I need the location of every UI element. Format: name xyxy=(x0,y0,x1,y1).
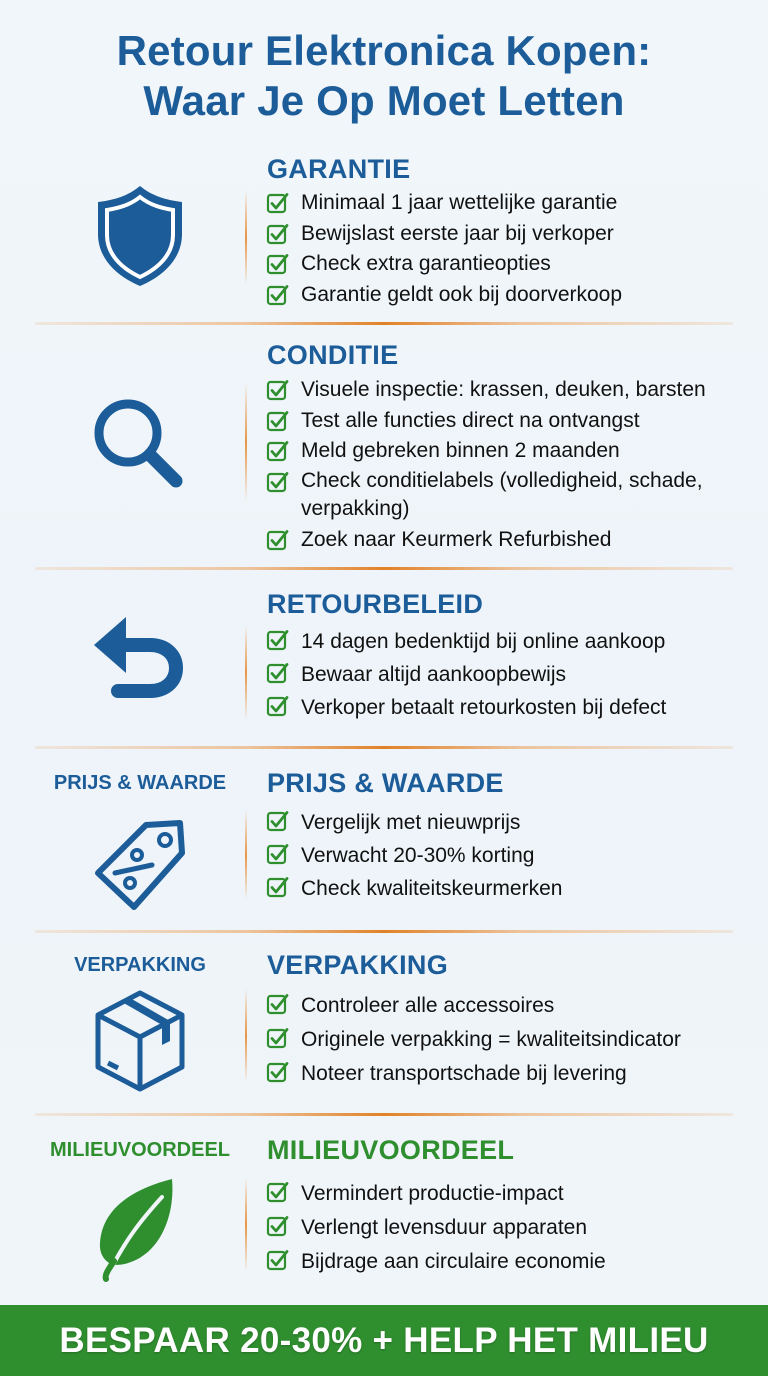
vertical-divider xyxy=(245,1177,247,1272)
checkbox-checked-icon xyxy=(266,1180,290,1204)
box-icon xyxy=(80,988,200,1093)
checklist xyxy=(266,989,748,1091)
title-line-2: Waar Je Op Moet Letten xyxy=(143,77,625,124)
price-tag-percent-icon xyxy=(80,810,200,915)
page-title xyxy=(0,26,768,126)
checklist xyxy=(266,806,748,905)
list-item: Bijdrage aan circulaire economie xyxy=(266,1245,748,1279)
checkbox-checked-icon xyxy=(266,283,290,307)
list-item: Bewijslast eerste jaar bij verkoper xyxy=(266,219,748,250)
section-garantie xyxy=(0,150,768,315)
checkbox-checked-icon xyxy=(266,1248,290,1272)
return-arrow-icon xyxy=(80,610,200,710)
checkbox-checked-icon xyxy=(266,875,290,899)
checklist xyxy=(266,188,748,310)
checkbox-checked-icon xyxy=(266,628,290,652)
list-item: Vergelijk met nieuwprijs xyxy=(266,806,748,839)
checkbox-checked-icon xyxy=(266,992,290,1016)
section-divider xyxy=(35,567,733,570)
section-heading: RETOURBELEID xyxy=(267,589,484,619)
section-conditie xyxy=(0,330,768,565)
checkbox-checked-icon xyxy=(266,222,290,246)
leaf-icon xyxy=(80,1174,200,1284)
checkbox-checked-icon xyxy=(266,191,290,215)
list-item: Minimaal 1 jaar wettelijke garantie xyxy=(266,188,748,219)
list-item: Verkoper betaalt retourkosten bij defect xyxy=(266,691,748,724)
checkbox-checked-icon xyxy=(266,439,290,463)
list-item: Check kwaliteitskeurmerken xyxy=(266,872,748,905)
checklist xyxy=(266,375,748,555)
checkbox-checked-icon xyxy=(266,809,290,833)
list-item: Vermindert productie-impact xyxy=(266,1177,748,1211)
checkbox-checked-icon xyxy=(266,1214,290,1238)
checkbox-checked-icon xyxy=(266,378,290,402)
list-item: Garantie geldt ook bij doorverkoop xyxy=(266,280,748,311)
list-item: Noteer transportschade bij levering xyxy=(266,1057,748,1091)
list-item: Verwacht 20-30% korting xyxy=(266,839,748,872)
list-item: Test alle functies direct na ontvangst xyxy=(266,406,748,437)
checkbox-checked-icon xyxy=(266,470,290,494)
section-prijs-waarde xyxy=(0,755,768,930)
section-milieuvoordeel xyxy=(0,1122,768,1297)
checkbox-checked-icon xyxy=(266,252,290,276)
section-heading: CONDITIE xyxy=(267,340,399,370)
section-heading: VERPAKKING xyxy=(267,950,449,980)
section-divider xyxy=(35,746,733,749)
vertical-divider xyxy=(245,190,247,285)
list-item: Check extra garantieopties xyxy=(266,249,748,280)
section-heading: PRIJS & WAARDE xyxy=(267,768,504,798)
checkbox-checked-icon xyxy=(266,842,290,866)
checkbox-checked-icon xyxy=(266,661,290,685)
list-item: Zoek naar Keurmerk Refurbished xyxy=(266,525,748,556)
checklist xyxy=(266,625,748,724)
section-heading: GARANTIE xyxy=(267,154,411,184)
checkbox-checked-icon xyxy=(266,1060,290,1084)
checkbox-checked-icon xyxy=(266,409,290,433)
section-divider xyxy=(35,1113,733,1116)
section-retourbeleid xyxy=(0,575,768,745)
list-item: Bewaar altijd aankoopbewijs xyxy=(266,658,748,691)
list-item: Verlengt levensduur apparaten xyxy=(266,1211,748,1245)
list-item: Originele verpakking = kwaliteitsindicator xyxy=(266,1023,748,1057)
vertical-divider xyxy=(245,382,247,502)
section-divider xyxy=(35,930,733,933)
shield-icon xyxy=(80,180,200,290)
section-verpakking xyxy=(0,938,768,1113)
side-label: MILIEUVOORDEEL xyxy=(49,1139,230,1161)
list-item: 14 dagen bedenktijd bij online aankoop xyxy=(266,625,748,658)
side-label: VERPAKKING xyxy=(74,954,206,976)
checkbox-checked-icon xyxy=(266,1026,290,1050)
footer-banner xyxy=(0,1305,768,1376)
side-label: PRIJS & WAARDE xyxy=(53,772,227,794)
list-item: Visuele inspectie: krassen, deuken, barsten xyxy=(266,375,748,406)
checkbox-checked-icon xyxy=(266,694,290,718)
checkbox-checked-icon xyxy=(266,528,290,552)
list-item: Meld gebreken binnen 2 maanden xyxy=(266,436,748,467)
vertical-divider xyxy=(245,810,247,900)
magnifier-icon xyxy=(80,385,200,505)
section-heading: MILIEUVOORDEEL xyxy=(267,1135,515,1165)
checklist xyxy=(266,1177,748,1279)
title-line-1: Retour Elektronica Kopen: xyxy=(116,27,652,74)
banner-text: BESPAAR 20-30% + HELP HET MILIEU xyxy=(59,1320,709,1360)
vertical-divider xyxy=(245,988,247,1083)
list-item: Controleer alle accessoires xyxy=(266,989,748,1023)
list-item: Check conditielabels (volledigheid, schade, verpakking) xyxy=(266,467,748,523)
vertical-divider xyxy=(245,625,247,720)
section-divider xyxy=(35,322,733,325)
